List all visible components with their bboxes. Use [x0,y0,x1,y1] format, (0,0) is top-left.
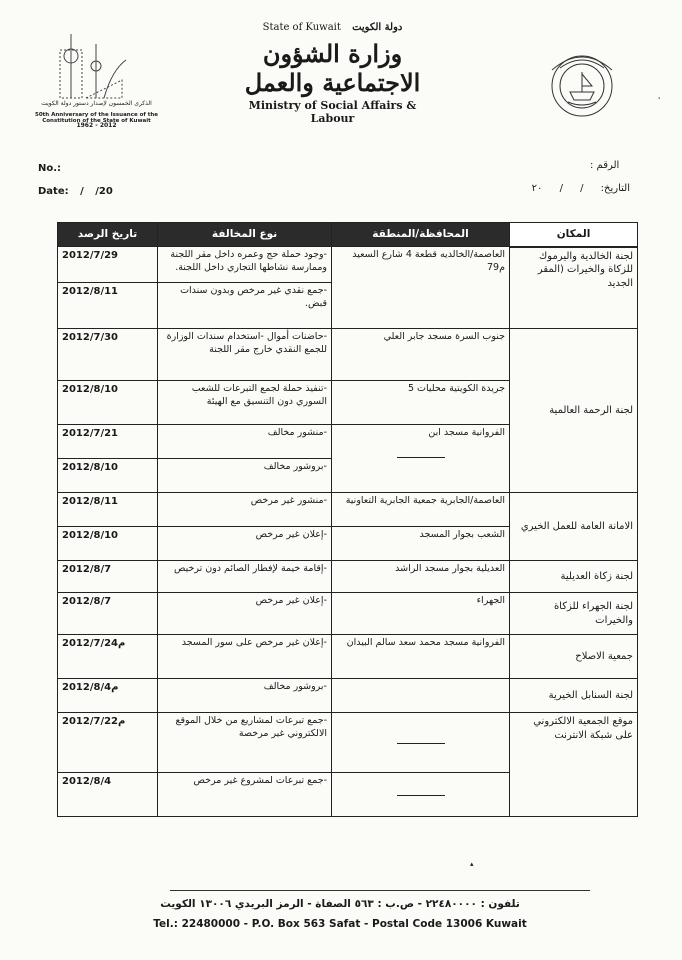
cell-date: 2012/8/10 [58,381,158,425]
cell-violation-type: -وجود حملة حج وعمره داخل مقر اللجنة وممارسة نشاطها التجاري داخل اللجنة. [158,247,332,283]
kuwait-towers-icon [52,30,132,102]
empty-dash [397,795,445,796]
cell-violation-type: -إعلان غير مرخص [158,593,332,635]
ministry-arabic: وزارة الشؤون الاجتماعية والعمل [244,39,421,97]
cell-region: الجهراء [332,593,510,635]
cell-date: 2012/8/7 [58,561,158,593]
ministry-header [225,22,440,125]
cell-date: 2012/8/4 [58,773,158,817]
cell-violation-type: -حاضنات أموال -استخدام سندات الوزارة للجمع النقدي خارج مقر اللجنة [158,329,332,381]
cell-region [332,773,510,817]
cell-violation-type: -منشور غير مرخص [158,493,332,527]
cell-region: الشعب بجوار المسجد [332,527,510,561]
anniversary-english: 50th Anniversary of the Issuance of the Constitution of the State of Kuwait [35,112,158,124]
cell-violation-type: -جمع نقدي غير مرخص وبدون سندات قبض. [158,283,332,329]
footer-divider [170,890,590,891]
table-row [58,679,638,713]
state-line [225,22,440,33]
cell-violation-type: -جمع تبرعات لمشاريع من خلال الموقع الالكتروني غير مرخصة [158,713,332,773]
cell-place: لجنة الخالدية واليرموك للزكاة والخيرات (المقر الجديد [510,247,638,329]
cell-place: لجنة الجهراء للزكاة والخيرات [510,593,638,635]
state-english: State of Kuwait [262,22,341,33]
cell-place: جمعية الاصلاح [510,635,638,679]
cell-date: 2012/7/30 [58,329,158,381]
cell-date: 2012/8/11 [58,283,158,329]
violations-table-wrapper [57,222,637,817]
table-row [58,247,638,283]
cell-date: 2012/8/10 [58,459,158,493]
cell-date: 2012/8/10 [58,527,158,561]
cell-date: 2012/8/4م [58,679,158,713]
cell-date: 2012/8/7 [58,593,158,635]
cell-date: 2012/7/29 [58,247,158,283]
cell-date: 2012/7/21 [58,425,158,459]
state-arabic: دولة الكويت [352,22,403,33]
cell-date: 2012/7/22م [58,713,158,773]
cell-violation-type: -إقامة خيمة لإفطار الصائم دون ترخيص [158,561,332,593]
cell-violation-type: -جمع تبرعات لمشروع غير مرخص [158,773,332,817]
table-row [58,635,638,679]
table-row [58,561,638,593]
cell-region [332,679,510,713]
cell-place: لجنة السنابل الخيرية [510,679,638,713]
cell-violation-type: -إعلان غير مرخص [158,527,332,561]
header-place: المكان [510,223,638,247]
cell-region: العاصمة/الجابرية جمعية الجابرية التعاونية [332,493,510,527]
date-label: Date: / /20 [38,186,113,197]
cell-violation-type: -منشور مخالف [158,425,332,459]
cell-place: لجنة زكاة العديلية [510,561,638,593]
cell-region [332,713,510,773]
cell-region: العديلية بجوار مسجد الراشد [332,561,510,593]
cell-date: 2012/7/24م [58,635,158,679]
footer-contact-english: Tel.: 22480000 - P.O. Box 563 Safat - Postal Code 13006 Kuwait [153,918,527,930]
empty-dash [397,743,445,744]
cell-region: جريدة الكويتية محليات 5 [332,381,510,425]
reference-number-label-arabic: الرقم : [590,160,620,171]
table-row [58,593,638,635]
footer-contact-arabic: تلفون : ٢٢٤٨٠٠٠٠ - ص.ب : ٥٦٣ الصفاة - الرمز البريدي ١٣٠٠٦ الكويت [160,898,520,910]
scan-mark: ' [658,96,661,105]
anniversary-arabic: الذكرى الخمسون لإصدار دستور دولة الكويت [41,100,152,107]
cell-violation-type: -بروشور مخالف [158,459,332,493]
cell-region [332,425,510,493]
cell-violation-type: -تنفيذ حملة لجمع التبرعات للشعب السوري دون التنسيق مع الهيئة [158,381,332,425]
table-row [58,713,638,773]
cell-violation-type: -إعلان غير مرخص على سور المسجد [158,635,332,679]
cell-region: الفروانية مسجد محمد سعد سالم البيدان [332,635,510,679]
header-region: المحافظة/المنطقة [332,223,510,247]
cell-region-text: الفروانية مسجد ابن [428,427,505,438]
falcon-emblem-icon [540,40,625,125]
date-label-arabic: التاريخ: / / ٢٠ [531,183,630,194]
anniversary-years: 1962 - 2012 [76,122,117,129]
cell-place: لجنة الرحمة العالمية [510,329,638,493]
ministry-english: Ministry of Social Affairs & Labour [248,99,417,125]
empty-dash [397,457,445,458]
reference-number-label: No.: [38,163,62,174]
header-violation-type: نوع المخالفة [158,223,332,247]
scan-mark: ▴ [470,860,474,868]
table-header-row [58,223,638,247]
cell-place: الامانة العامة للعمل الخيري [510,493,638,561]
cell-region: جنوب السرة مسجد جابر العلي [332,329,510,381]
table-row [58,329,638,381]
cell-region: العاصمة/الخالديه قطعة 4 شارع السعيد م79 [332,247,510,329]
kuwait-emblem [540,40,625,125]
table-row [58,493,638,527]
violations-table [57,222,638,817]
cell-place: موقع الجمعية الالكتروني على شبكة الانترنت [510,713,638,817]
cell-date: 2012/8/11 [58,493,158,527]
cell-violation-type: -بروشور مخالف [158,679,332,713]
header-detection-date: تاريخ الرصد [58,223,158,247]
